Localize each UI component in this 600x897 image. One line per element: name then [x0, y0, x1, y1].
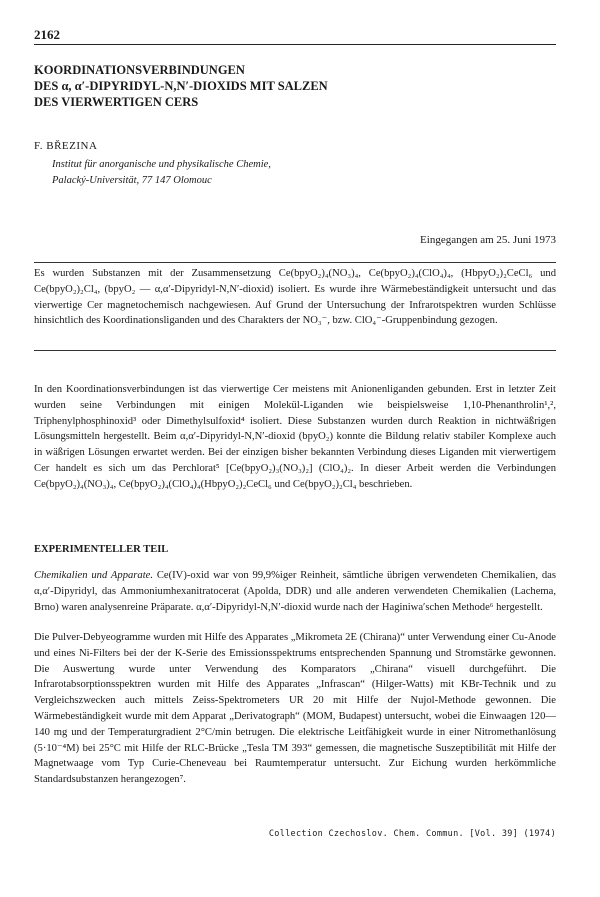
section-heading: EXPERIMENTELLER TEIL: [34, 544, 169, 555]
subsection-label: Chemikalien und Apparate.: [34, 570, 154, 581]
author-name: F. BŘEZINA: [34, 140, 98, 152]
experimental-paragraph-1: [34, 568, 556, 615]
received-date: Eingegangen am 25. Juni 1973: [420, 234, 556, 246]
journal-footer: Collection Czechoslov. Chem. Commun. [Vol. 39] (1974): [268, 829, 556, 839]
page-number: 2162: [34, 27, 60, 42]
title-line-2: DES α, α′-DIPYRIDYL-N,N′-DIOXIDS MIT SALZEN: [34, 79, 328, 93]
experimental-paragraph-2: Die Pulver-Debyeogramme wurden mit Hilfe des Apparates „Mikrometa 2E (Chirana)“ unter Verwendung einer Cu-Anode und eines Ni-Filters bei der der K-Serie des Emissionsspektrums entsprechenden Spannung und Stromstärke gewonnen. Die Auswertung wurde unter Verwendung des Komparators „Chirana“ visuell durchgeführt. Die Infrarotabsorptionsspektren wurden mit Hilfe des Apparates „Infrascan“ (Hilger-Watts) mit KBr-Technik und zu Vergleichszwecken auch mittels Zeiss-Spektrometers UR 20 mit Hilfe der Nujol-Methode gewonnen. Die Wärmebeständigkeit wurde mit dem Apparat „Derivatograph“ (MOM, Budapest) untersucht, wobei die Einwaagen 120—140 mg und der Temperaturgradient 2°C/min betrugen. Die elektrische Leitfähigkeit wurde in einer Nitromethanlösung (5·10⁻⁴M) bei 25°C mit Hilfe der RLC-Brücke „Tesla TM 393“ gemessen, die magnetische Suszeptibilität mit Hilfe der Magnetwaage vom Typ Curie-Cheneveau bei Raumtemperatur untersucht. Zur Eichung wurden herkömmliche Standardsubstanzen herangezogen⁷.: [34, 632, 556, 786]
abstract-bottom-rule: [34, 350, 556, 351]
introduction-paragraph: In den Koordinationsverbindungen ist das vierwertige Cer meistens mit Anionenliganden gebunden. Erst in letzter Zeit wurden seine Verbindungen mit einigen Molekül-Liganden wie beispielsweise 1,10-Phenanthrolin¹,², Triphenylphosphinoxid³ oder Dimethylsulfoxid⁴ isoliert. Diese Substanzen wurden durch Reaktion in nichtwäßrigen Lösungsmitteln hergestellt. Beim α,α′-Dipyridyl-N,N′-dioxid (bpyO₂) konnte die Bildung relativ stabiler Komplexe auch in wäßrigen Lösungen erwartet werden. Bei der einzigen bisher bekannten Verbindung dieses Liganden mit vierwertigem Cer handelt es sich um das Perchlorat⁵ [Ce(bpyO₂)₃(NO₃)₂] (ClO₄)₂. In dieser Arbeit werden die Verbindungen Ce(bpyO₂)₄(NO₃)₄, Ce(bpyO₂)₄(ClO₄)₄(HbpyO₂)₂CeCl₆ und Ce(bpyO₂)₂Cl₄ beschrieben.: [34, 384, 556, 490]
article-title: [34, 62, 564, 110]
abstract-top-rule: [34, 262, 556, 263]
header-rule: [34, 44, 556, 45]
title-line-3: DES VIERWERTIGEN CERS: [34, 95, 199, 109]
experimental-text-1: Ce(IV)-oxid war von 99,9%iger Reinheit, sämtliche übrigen verwendeten Chemikalien, das α,α′-Dipyridyl, das Ammoniumhexanitratocerat (Apolda, DDR) und alle anderen verwendeten Chemikalien (Lachema, Brno) waren analysenreine Präparate. α,α′-Dipyridyl-N,N′-dioxid wurde nach der Haginiwa′schen Methode⁶ hergestellt.: [34, 570, 556, 613]
affiliation-line-1: Institut für anorganische und physikalische Chemie,: [52, 159, 271, 170]
affiliation-line-2: Palacký-Universität, 77 147 Olomouc: [52, 175, 212, 186]
author-affiliation: [52, 157, 271, 189]
title-line-1: KOORDINATIONSVERBINDUNGEN: [34, 63, 245, 77]
abstract-text: Es wurden Substanzen mit der Zusammensetzung Ce(bpyO₂)₄(NO₃)₄, Ce(bpyO₂)₄(ClO₄)₄, (HbpyO₂)₂CeCl₆ und Ce(bpyO₂)₂Cl₄, (bpyO₂ — α,α′-Dipyridyl-N,N′-dioxid) isoliert. Es wurde ihre Wärmebeständigkeit untersucht und das vierwertige Cer magnetochemisch nachgewiesen. Auf Grund der Untersuchung der Infrarotspektren wurden Schlüsse hinsichtlich des Koordinationsliganden und des Charakters der NO₃⁻, bzw. ClO₄⁻-Gruppenbindung gezogen.: [34, 268, 556, 327]
